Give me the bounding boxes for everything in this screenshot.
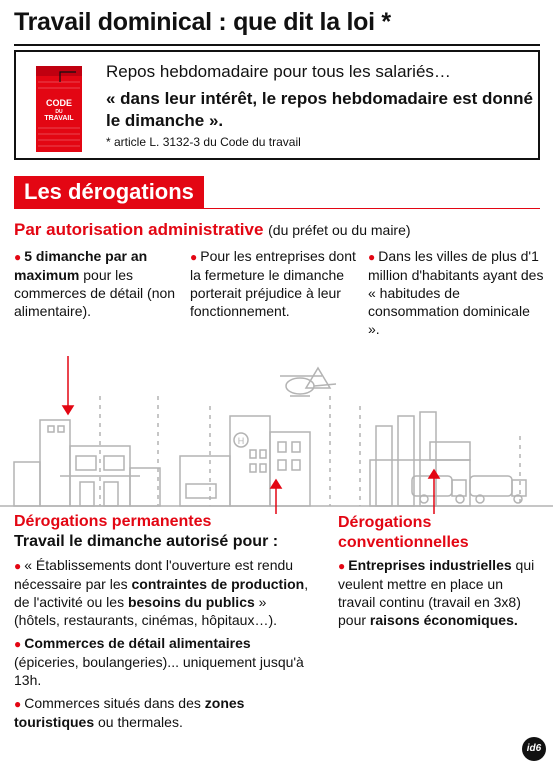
bullet-icon: ● <box>190 250 198 264</box>
admin-item-3 <box>368 247 544 338</box>
city-skyline-illustration <box>0 356 553 514</box>
admin-item-1-text: pour les commerces de détail (non alimentaire). <box>14 267 176 319</box>
admin-item-2-text: Pour les entreprises dont la fermeture le dimanche porterait préjudice à leur fonctionnement. <box>190 248 356 319</box>
law-box <box>14 50 540 160</box>
bullet-icon: ● <box>338 559 346 573</box>
permanent-derogations-heading: Dérogations permanentes <box>14 513 212 530</box>
admin-item-1-bold: 5 dimanche par an maximum <box>14 248 148 283</box>
perm-item-3-a: Commerces situés dans des <box>24 695 201 711</box>
perm-item-1-e: » (hôtels, restaurants, cinémas, hôpitaux…). <box>14 594 278 628</box>
book-text-3: TRAVAIL <box>44 115 74 122</box>
perm-item-1-a: « Établissements dont l'ouverture est rendu nécessaire par les <box>14 557 294 592</box>
perm-item-2-text: (épiceries, boulangeries)... uniquement jusqu'à 13h. <box>14 654 304 688</box>
conventional-derogations-body <box>338 556 543 629</box>
admin-heading-note: (du préfet ou du maire) <box>268 222 411 238</box>
admin-heading-bold: Par autorisation administrative <box>14 220 264 239</box>
perm-item-1-b: contraintes de production <box>131 576 305 592</box>
admin-item-2 <box>190 247 360 320</box>
perm-item-1-d: besoins du publics <box>127 594 255 610</box>
code-du-travail-book-icon <box>34 62 84 154</box>
page-title: Travail dominical : que dit la loi * <box>14 8 391 36</box>
perm-item-3-c: ou thermales. <box>98 714 183 730</box>
admin-item-3-text: Dans les villes de plus d'1 million d'habitants ayant des « habitudes de consommation dominicale ». <box>368 248 544 337</box>
perm-item-1-c: , de l'activité ou les <box>14 576 309 610</box>
conventional-derogations-heading <box>338 513 469 553</box>
bullet-icon: ● <box>14 250 22 264</box>
perm-item-3-bold: zones touristiques <box>14 695 245 730</box>
book-text-2: DU <box>55 109 63 115</box>
derogations-badge: Les dérogations <box>14 176 204 208</box>
bullet-icon: ● <box>368 250 376 264</box>
svg-text:H: H <box>237 436 245 446</box>
title-divider <box>14 44 540 46</box>
conv-heading-line-2: conventionnelles <box>338 534 469 551</box>
bullet-icon: ● <box>14 637 22 651</box>
conv-body-bold-1: Entreprises industrielles <box>348 557 512 573</box>
permanent-derogations-subheading: Travail le dimanche autorisé pour : <box>14 533 279 550</box>
law-intro-text: Repos hebdomadaire pour tous les salariés… <box>106 62 451 81</box>
bullet-icon: ● <box>14 697 22 711</box>
perm-item-2-bold: Commerces de détail alimentaires <box>24 635 251 651</box>
book-text-1: CODE <box>45 98 73 108</box>
conv-body-bold-2: raisons économiques. <box>369 612 518 628</box>
derogations-divider <box>14 208 540 209</box>
conv-heading-line-1: Dérogations <box>338 514 432 531</box>
law-footnote: * article L. 3132-3 du Code du travail <box>106 135 301 149</box>
bullet-icon: ● <box>14 559 22 573</box>
id6-logo: id6 <box>522 737 546 761</box>
conv-body-text: qui veulent mettre en place un travail continu (travail en 3x8) pour <box>338 557 535 628</box>
list-item <box>14 694 314 731</box>
law-quote-text: « dans leur intérêt, le repos hebdomadaire est donné le dimanche ». <box>106 89 534 130</box>
permanent-derogations-list <box>14 556 314 736</box>
list-item <box>14 556 314 629</box>
list-item <box>14 634 314 689</box>
admin-authorisation-heading <box>14 220 411 240</box>
admin-item-1 <box>14 247 184 320</box>
